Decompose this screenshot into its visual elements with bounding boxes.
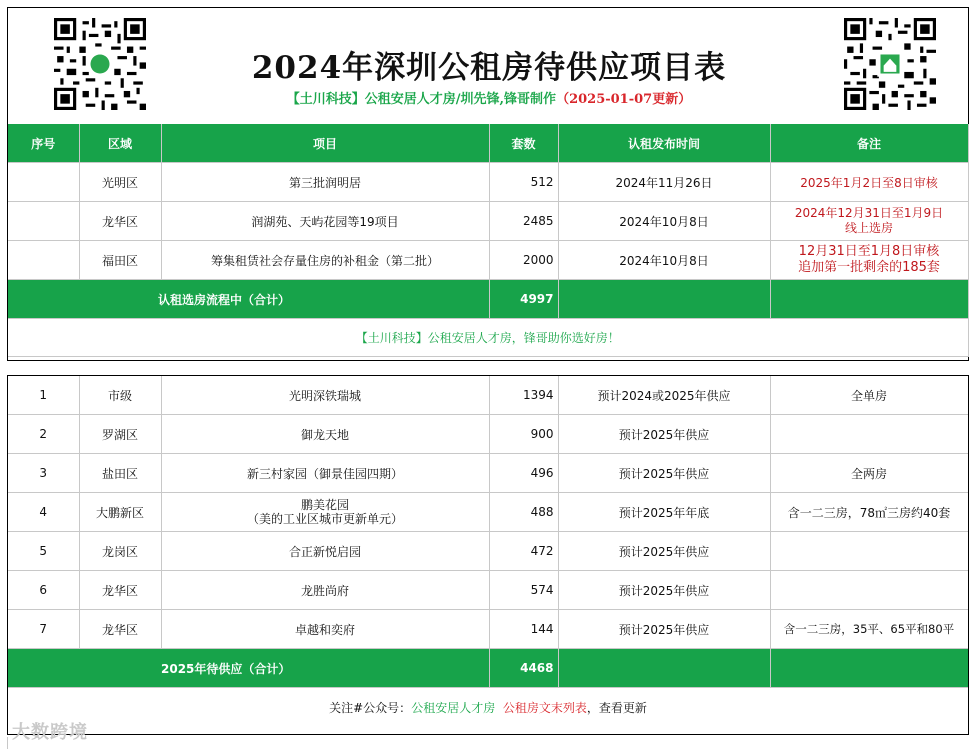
project-line-1: 鹏美花园 — [300, 498, 349, 512]
cell-project: 御龙天地 — [161, 415, 489, 454]
cell-project: 筹集租赁社会存量住房的补租金（第二批） — [161, 241, 489, 280]
total-row — [8, 649, 968, 688]
col-header-remark: 备注 — [770, 124, 968, 163]
cell-units: 496 — [489, 454, 558, 493]
table-row — [8, 163, 968, 202]
cell-no: 2 — [8, 415, 79, 454]
cell-project: 合正新悦启园 — [161, 532, 489, 571]
cell-district: 龙华区 — [79, 202, 161, 241]
total-empty — [770, 649, 968, 688]
upcoming-panel — [7, 375, 969, 735]
cell-remark: 含一二三房，78㎡三房约40套 — [770, 493, 968, 532]
table-row — [8, 376, 968, 415]
cell-date: 预计2024或2025年供应 — [558, 376, 770, 415]
footer-follow — [8, 688, 968, 727]
total-units: 4468 — [489, 649, 558, 688]
cell-no — [8, 163, 79, 202]
cell-project: 润湖苑、天屿花园等19项目 — [161, 202, 489, 241]
cell-remark: 2025年1月2日至8日审核 — [770, 163, 968, 202]
cell-remark: 全两房 — [770, 454, 968, 493]
col-header-district: 区域 — [79, 124, 161, 163]
cell-units: 472 — [489, 532, 558, 571]
total-row — [8, 280, 968, 319]
cell-remark — [770, 532, 968, 571]
cell-no: 6 — [8, 571, 79, 610]
cell-district: 龙岗区 — [79, 532, 161, 571]
cell-date: 2024年10月8日 — [558, 241, 770, 280]
cell-units: 2000 — [489, 241, 558, 280]
cell-units: 1394 — [489, 376, 558, 415]
total-empty — [770, 280, 968, 319]
table-row — [8, 241, 968, 280]
cell-units: 512 — [489, 163, 558, 202]
remark-line-1: 12月31日至1月8日审核 — [798, 244, 940, 259]
summary-panel — [7, 7, 969, 361]
cell-date: 预计2025年年底 — [558, 493, 770, 532]
footer-slogan: 【土川科技】公租安居人才房，锋哥助你选好房！ — [8, 319, 968, 357]
subtitle-credit: 【土川科技】公租安居人才房/圳先锋,锋哥制作 — [286, 92, 557, 107]
cell-units: 144 — [489, 610, 558, 649]
cell-date: 2024年11月26日 — [558, 163, 770, 202]
cell-remark: 含一二三房，35平、65平和80平 — [770, 610, 968, 649]
remark-line-1: 2024年12月31日至1月9日 — [794, 206, 944, 220]
footer-row — [8, 319, 968, 357]
cell-no: 5 — [8, 532, 79, 571]
cell-district: 市级 — [79, 376, 161, 415]
cell-no: 1 — [8, 376, 79, 415]
qr-code-icon — [844, 18, 936, 110]
cell-no — [8, 241, 79, 280]
footer-prefix: 关注#公众号： — [329, 700, 412, 715]
total-empty — [558, 280, 770, 319]
table-row — [8, 493, 968, 532]
total-label: 2025年待供应（合计） — [8, 649, 489, 688]
col-header-no: 序号 — [8, 124, 79, 163]
subtitle — [158, 88, 820, 107]
page-title: 2024年深圳公租房待供应项目表 — [251, 50, 727, 86]
cell-no: 4 — [8, 493, 79, 532]
cell-project: 第三批润明居 — [161, 163, 489, 202]
remark-line-2: 追加第一批剩余的185套 — [798, 260, 940, 275]
cell-date: 预计2025年供应 — [558, 454, 770, 493]
cell-remark: 全单房 — [770, 376, 968, 415]
project-line-2: （美的工业区城市更新单元） — [246, 512, 403, 526]
table-row — [8, 532, 968, 571]
footer-suffix: ，查看更新 — [586, 700, 647, 715]
cell-units: 900 — [489, 415, 558, 454]
cell-district: 龙华区 — [79, 571, 161, 610]
table-row — [8, 202, 968, 241]
cell-district: 大鹏新区 — [79, 493, 161, 532]
cell-no: 7 — [8, 610, 79, 649]
cell-units: 574 — [489, 571, 558, 610]
cell-district: 龙华区 — [79, 610, 161, 649]
cell-date: 2024年10月8日 — [558, 202, 770, 241]
watermark: 大数跨境 — [12, 722, 88, 743]
cell-units: 2485 — [489, 202, 558, 241]
cell-district: 盐田区 — [79, 454, 161, 493]
cell-district: 光明区 — [79, 163, 161, 202]
table-row — [8, 415, 968, 454]
total-empty — [558, 649, 770, 688]
table-row — [8, 454, 968, 493]
cell-project: 卓越和奕府 — [161, 610, 489, 649]
cell-project: 新三村家园（御景佳园四期） — [161, 454, 489, 493]
bottom-strip — [7, 737, 970, 749]
table-row — [8, 571, 968, 610]
footer-list-link[interactable]: 公租房文末列表 — [502, 700, 587, 715]
subtitle-updated: （2025-01-07更新） — [556, 92, 692, 107]
cell-no — [8, 202, 79, 241]
total-units: 4997 — [489, 280, 558, 319]
cell-no: 3 — [8, 454, 79, 493]
cell-project: 光明深铁瑞城 — [161, 376, 489, 415]
remark-line-2: 线上选房 — [844, 221, 893, 235]
col-header-project: 项目 — [161, 124, 489, 163]
table-row — [8, 610, 968, 649]
cell-project — [161, 493, 489, 532]
cell-date: 预计2025年供应 — [558, 571, 770, 610]
col-header-units: 套数 — [489, 124, 558, 163]
cell-units: 488 — [489, 493, 558, 532]
table-header-row — [8, 124, 968, 163]
cell-remark — [770, 415, 968, 454]
cell-date: 预计2025年供应 — [558, 415, 770, 454]
cell-date: 预计2025年供应 — [558, 610, 770, 649]
cell-date: 预计2025年供应 — [558, 532, 770, 571]
cell-remark — [770, 202, 968, 241]
cell-district: 福田区 — [79, 241, 161, 280]
cell-remark — [770, 571, 968, 610]
qr-code-icon — [54, 18, 146, 110]
footer-row — [8, 688, 968, 727]
cell-district: 罗湖区 — [79, 415, 161, 454]
cell-project: 龙胜尚府 — [161, 571, 489, 610]
footer-account: 公租安居人才房 — [411, 700, 496, 715]
total-label: 认租选房流程中（合计） — [8, 280, 489, 319]
in-progress-table — [8, 124, 969, 357]
upcoming-table — [8, 376, 969, 726]
cell-remark — [770, 241, 968, 280]
col-header-date: 认租发布时间 — [558, 124, 770, 163]
